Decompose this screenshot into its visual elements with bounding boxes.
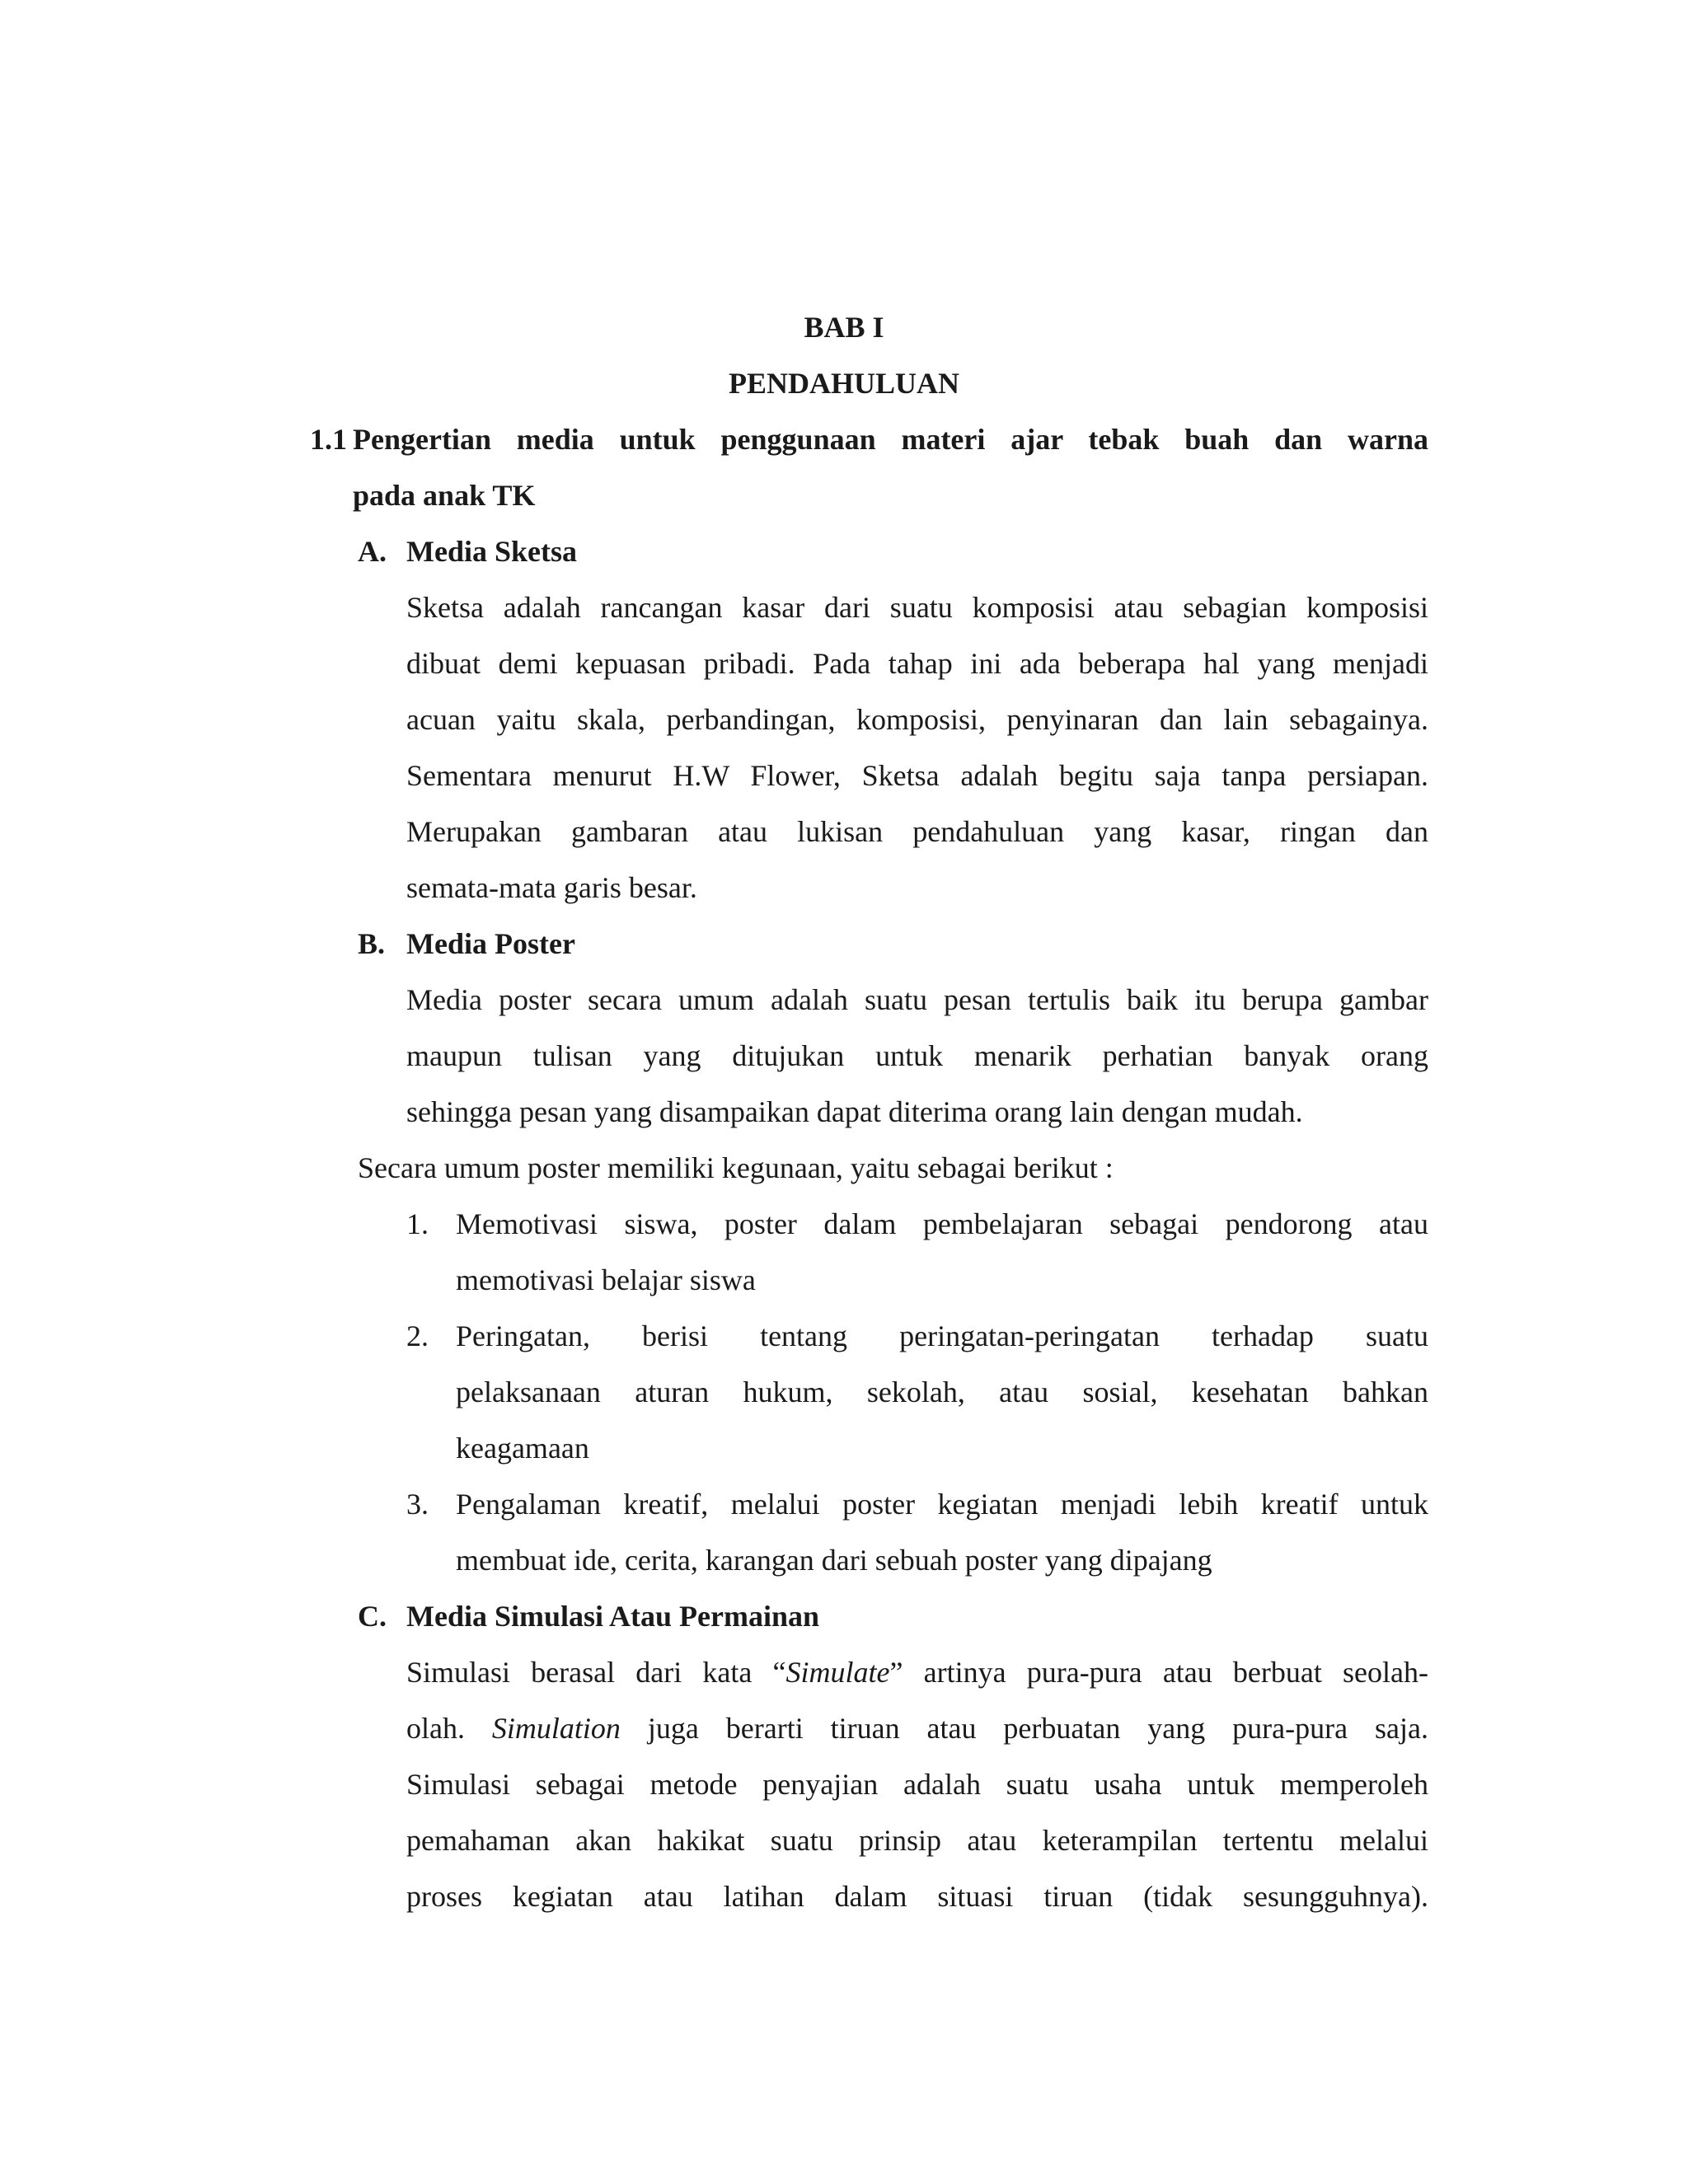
text-run: olah. (406, 1712, 492, 1745)
paragraph-line: acuan yaitu skala, perbandingan, komposisi, penyinaran dan lain sebagainya. (406, 703, 1428, 736)
text-run: Simulasi berasal dari kata “ (406, 1656, 786, 1689)
italic-term: Simulate (785, 1656, 890, 1689)
paragraph-line: Sementara menurut H.W Flower, Sketsa adalah begitu saja tanpa persiapan. (406, 759, 1428, 792)
paragraph-line: pemahaman akan hakikat suatu prinsip atau keterampilan tertentu melalui (406, 1824, 1428, 1857)
list-item-line: Pengalaman kreatif, melalui poster kegiatan menjadi lebih kreatif untuk (456, 1488, 1428, 1521)
subsection-marker: A. (358, 535, 387, 568)
paragraph-line: sehingga pesan yang disampaikan dapat diterima orang lain dengan mudah. (406, 1095, 1303, 1128)
subsection-marker: B. (358, 927, 386, 960)
paragraph-line (406, 1652, 1428, 1693)
section-number: 1.1 (310, 423, 347, 456)
paragraph-line: dibuat demi kepuasan pribadi. Pada tahap ini ada beberapa hal yang menjadi (406, 647, 1428, 680)
paragraph-line: maupun tulisan yang ditujukan untuk menarik perhatian banyak orang (406, 1039, 1428, 1072)
list-item-line: Memotivasi siswa, poster dalam pembelajaran sebagai pendorong atau (456, 1207, 1428, 1240)
paragraph-line: Media poster secara umum adalah suatu pesan tertulis baik itu berupa gambar (406, 983, 1428, 1016)
chapter-label: BAB I (804, 311, 884, 344)
list-item-line: memotivasi belajar siswa (456, 1263, 756, 1296)
italic-term: Simulation (491, 1712, 621, 1745)
subsection-heading: Media Sketsa (406, 535, 577, 568)
paragraph-line (406, 1708, 1428, 1749)
subsection-heading: Media Simulasi Atau Permainan (406, 1600, 820, 1633)
paragraph-line: Sketsa adalah rancangan kasar dari suatu komposisi atau sebagian komposisi (406, 591, 1428, 624)
list-intro: Secara umum poster memiliki kegunaan, yaitu sebagai berikut : (358, 1151, 1114, 1184)
subsection-heading: Media Poster (406, 927, 575, 960)
list-item-line: membuat ide, cerita, karangan dari sebuah poster yang dipajang (456, 1544, 1212, 1577)
paragraph-line: Simulasi sebagai metode penyajian adalah suatu usaha untuk memperoleh (406, 1768, 1428, 1801)
list-item-line: pelaksanaan aturan hukum, sekolah, atau sosial, kesehatan bahkan (456, 1376, 1428, 1408)
list-item-line: Peringatan, berisi tentang peringatan-peringatan terhadap suatu (456, 1319, 1428, 1352)
section-title-line: pada anak TK (353, 479, 536, 512)
list-marker: 1. (406, 1207, 429, 1240)
chapter-title: PENDAHULUAN (728, 367, 959, 400)
text-run: juga berarti tiruan atau perbuatan yang pura-pura saja. (620, 1712, 1428, 1745)
section-title-line: Pengertian media untuk penggunaan materi ajar tebak buah dan warna (353, 423, 1428, 456)
subsection-marker: C. (358, 1600, 387, 1633)
list-item-line: keagamaan (456, 1432, 589, 1465)
text-run: ” artinya pura-pura atau berbuat seolah- (889, 1656, 1428, 1689)
paragraph-line: Merupakan gambaran atau lukisan pendahuluan yang kasar, ringan dan (406, 815, 1428, 848)
paragraph-line: semata-mata garis besar. (406, 871, 697, 904)
list-marker: 2. (406, 1319, 429, 1352)
paragraph-line: proses kegiatan atau latihan dalam situasi tiruan (tidak sesungguhnya). (406, 1880, 1428, 1913)
list-marker: 3. (406, 1488, 429, 1521)
